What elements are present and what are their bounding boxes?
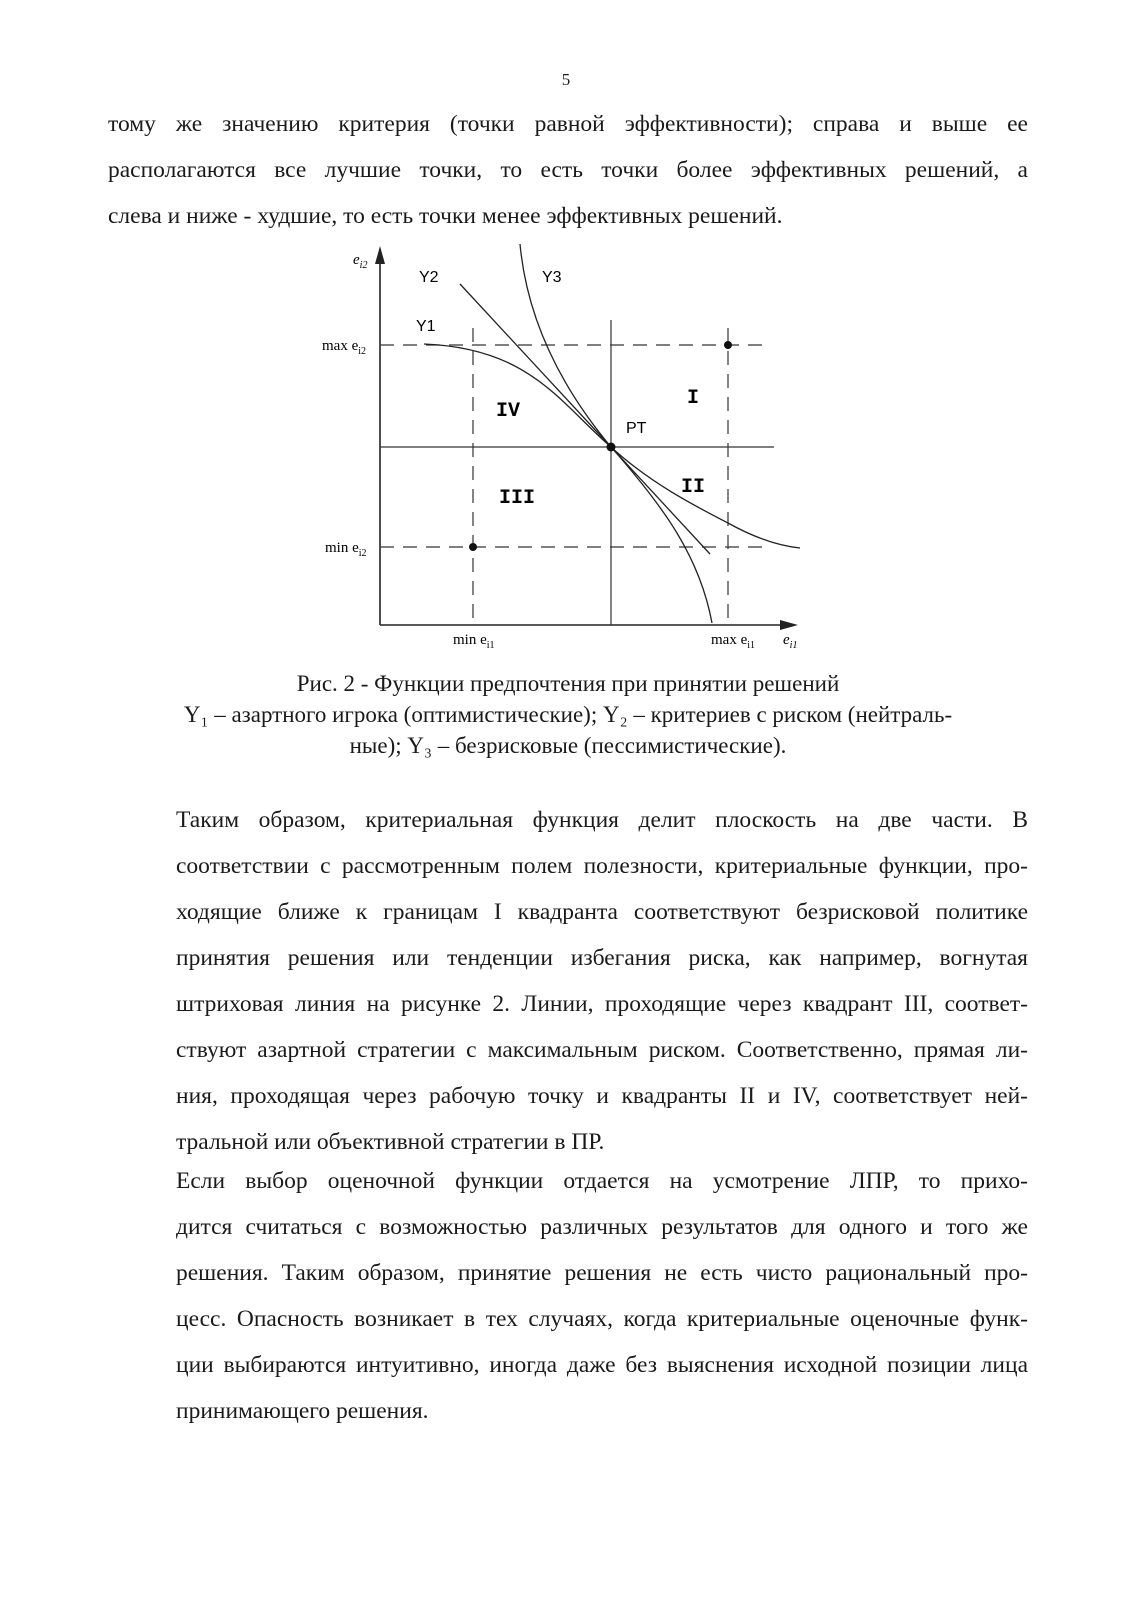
curve-label-y3: Y3 <box>542 269 562 286</box>
paragraph-1 <box>108 797 1028 1165</box>
quadrant-label-i: I <box>687 387 700 410</box>
text-line: соответствии с рассмотренным полем полезности, критериальные функции, про- <box>176 853 1028 879</box>
work-point-label: PT <box>626 420 647 437</box>
text-line: ния, проходящая через рабочую точку и квадранты II и IV, соответствует ней- <box>176 1083 1028 1109</box>
curve-label-y1: Y1 <box>416 318 436 335</box>
max-y-label: $\max e_{i2}$ <box>322 338 367 357</box>
y-axis-arrow <box>375 246 385 264</box>
x-axis-label: $e_{i1}$ <box>783 632 798 651</box>
page-number: 5 <box>561 70 571 89</box>
caption-line: Y₁ – азартного игрока (оптимистические); Y₂ – критериев с риском (нейтраль- <box>183 702 953 727</box>
y-axis-label: $e_{i2}$ <box>353 252 368 271</box>
paragraph-2 <box>108 1158 1028 1434</box>
text-line: располагаются все лучшие точки, то есть точки более эффективных решений, а <box>108 157 1028 183</box>
text-line: цесс. Опасность возникает в тех случаях, когда критериальные оценочные функ- <box>176 1306 1028 1332</box>
text-line: принимающего решения. <box>176 1398 429 1424</box>
top-paragraph <box>108 101 1028 239</box>
text-line: тральной или объективной стратегии в ПР. <box>176 1129 605 1155</box>
point-min <box>469 543 477 551</box>
preference-functions-figure <box>300 238 820 658</box>
x-axis-arrow <box>780 620 798 630</box>
text-line: ствуют азартной стратегии с максимальным риском. Соответственно, прямая ли- <box>176 1037 1028 1063</box>
text-line: Если выбор оценочной функции отдается на усмотрение ЛПР, то прихо- <box>176 1168 1028 1194</box>
quadrant-label-iv: IV <box>496 400 521 423</box>
caption-line: Рис. 2 - Функции предпочтения при принятии решений <box>296 671 840 696</box>
text-line: тому же значению критерия (точки равной эффективности); справа и выше ее <box>108 111 1028 137</box>
curve-label-y2: Y2 <box>419 269 439 286</box>
text-line: слева и ниже - худшие, то есть точки менее эффективных решений. <box>108 203 783 229</box>
curve-y3 <box>520 244 712 623</box>
text-line: штриховая линия на рисунке 2. Линии, проходящие через квадрант III, соответ- <box>176 991 1028 1017</box>
figure-caption <box>108 668 1028 761</box>
text-line: ции выбираются интуитивно, иногда даже без выяснения исходной позиции лица <box>176 1352 1028 1378</box>
caption-line: ные); Y₃ – безрисковые (пессимистические). <box>349 733 787 758</box>
max-x-label: $\max e_{i1}$ <box>711 632 756 651</box>
text-line: дится считаться с возможностью различных результатов для одного и того же <box>176 1214 1028 1240</box>
quadrant-label-ii: II <box>681 476 706 499</box>
min-x-label: $\min e_{i1}$ <box>453 632 495 651</box>
quadrant-label-iii: III <box>499 487 536 510</box>
point-pt <box>607 443 616 452</box>
min-y-label: $\min e_{i2}$ <box>325 540 367 559</box>
text-line: принятия решения или тенденции избегания риска, как например, вогнутая <box>176 945 1028 971</box>
text-line: ходящие ближе к границам I квадранта соответствуют безрисковой политике <box>176 899 1028 925</box>
text-line: решения. Таким образом, принятие решения не есть чисто рациональный про- <box>176 1260 1028 1286</box>
text-line: Таким образом, критериальная функция делит плоскость на две части. В <box>176 807 1028 833</box>
point-max <box>724 341 732 349</box>
